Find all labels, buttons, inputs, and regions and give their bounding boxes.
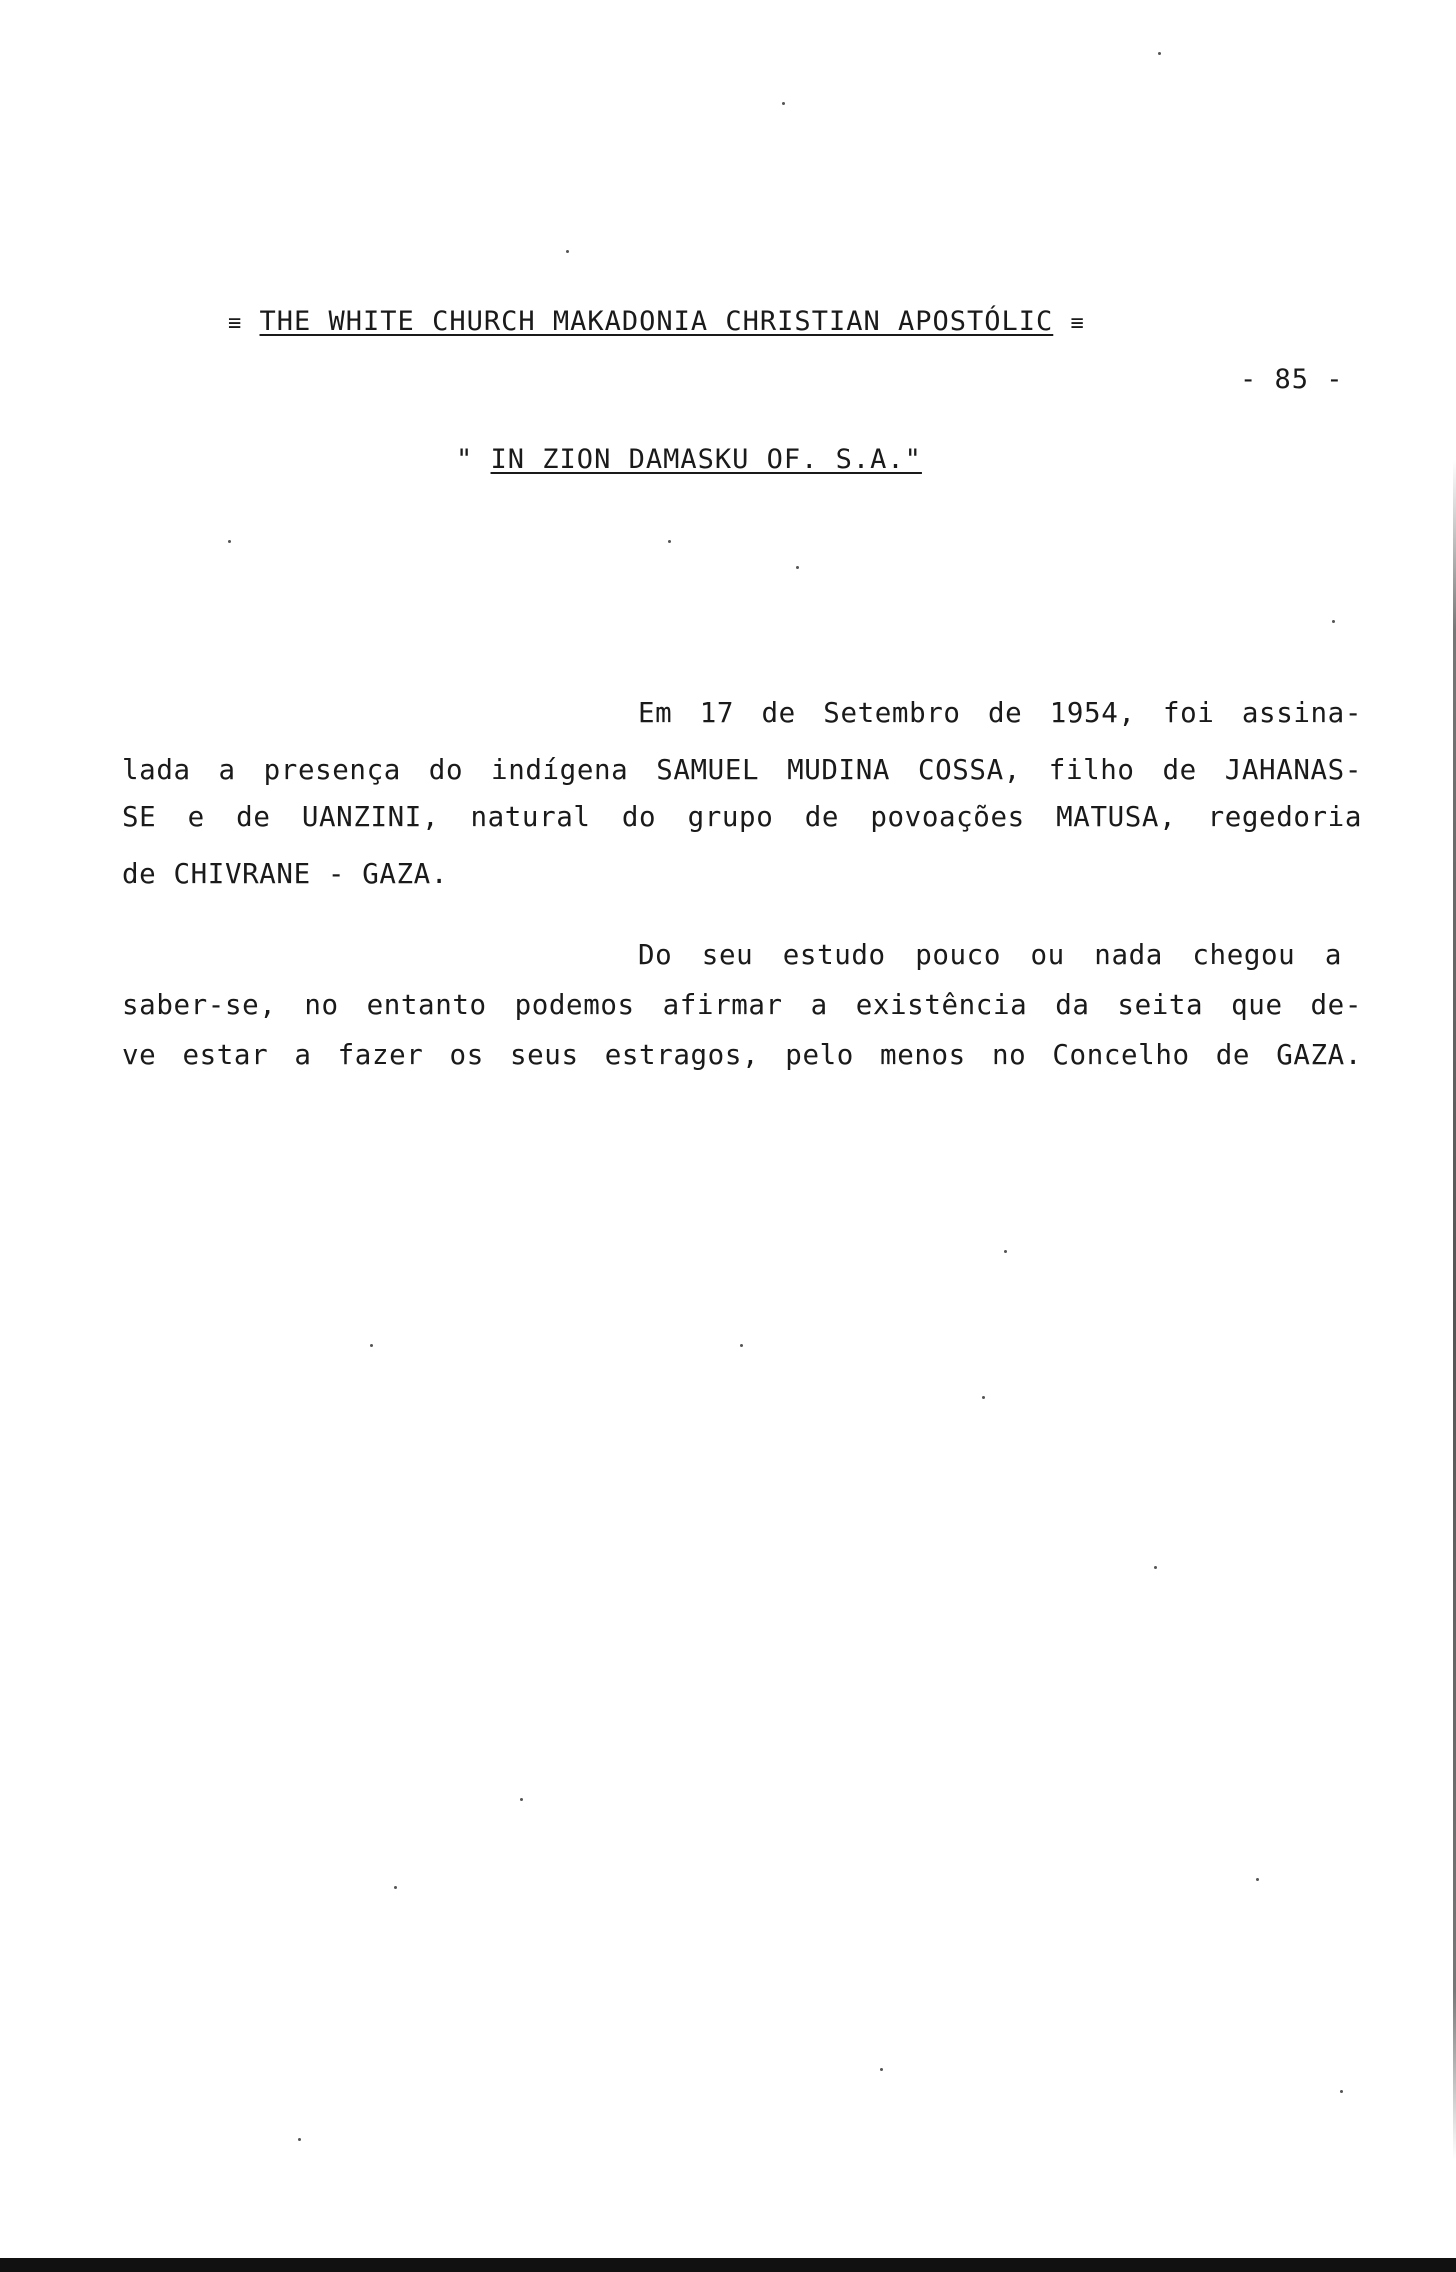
scan-speck	[1256, 1878, 1259, 1881]
paragraph-1-line-2: lada a presença do indígena SAMUEL MUDINA COSSA, filho de JAHANAS-	[122, 754, 1362, 786]
scan-speck	[1332, 620, 1335, 623]
scan-speck	[298, 2138, 301, 2141]
title-subtitle	[456, 444, 922, 475]
scan-speck	[228, 540, 231, 543]
scan-speck	[566, 250, 569, 253]
scan-speck	[782, 102, 785, 105]
paragraph-2-line-2: saber-se, no entanto podemos afirmar a existência da seita que de-	[122, 989, 1362, 1021]
scan-speck	[740, 1344, 743, 1347]
paragraph-2-line-1: Do seu estudo pouco ou nada chegou a	[638, 939, 1342, 971]
scan-speck	[796, 566, 799, 569]
scan-speck	[880, 2068, 883, 2071]
scan-speck	[1340, 2090, 1343, 2093]
subtitle-open-quote: "	[456, 444, 474, 475]
paragraph-1-line-1: Em 17 de Setembro de 1954, foi assina-	[638, 697, 1362, 729]
paragraph-1-line-3: SE e de UANZINI, natural do grupo de povoações MATUSA, regedoria	[122, 801, 1362, 833]
page-number: - 85 -	[1240, 364, 1344, 395]
title-suffix-mark: ≡	[1070, 311, 1085, 336]
paragraph-2-line-3: ve estar a fazer os seus estragos, pelo menos no Concelho de GAZA.	[122, 1039, 1362, 1071]
scan-speck	[1154, 1566, 1157, 1569]
scan-speck	[520, 1798, 523, 1801]
title-church-name	[228, 306, 1085, 337]
scan-bottom-edge	[0, 2258, 1456, 2272]
scan-speck	[1158, 52, 1161, 55]
scan-speck	[1004, 1250, 1007, 1253]
title-church-text: THE WHITE CHURCH MAKADONIA CHRISTIAN APOSTÓLIC	[259, 306, 1054, 337]
scan-speck	[982, 1396, 985, 1399]
title-prefix-mark: ≡	[228, 311, 243, 336]
paragraph-1-line-4: de CHIVRANE - GAZA.	[122, 858, 448, 890]
subtitle-text: IN ZION DAMASKU OF. S.A."	[490, 444, 922, 475]
scan-speck	[668, 540, 671, 543]
scan-speck	[394, 1886, 397, 1889]
scan-speck	[370, 1344, 373, 1347]
